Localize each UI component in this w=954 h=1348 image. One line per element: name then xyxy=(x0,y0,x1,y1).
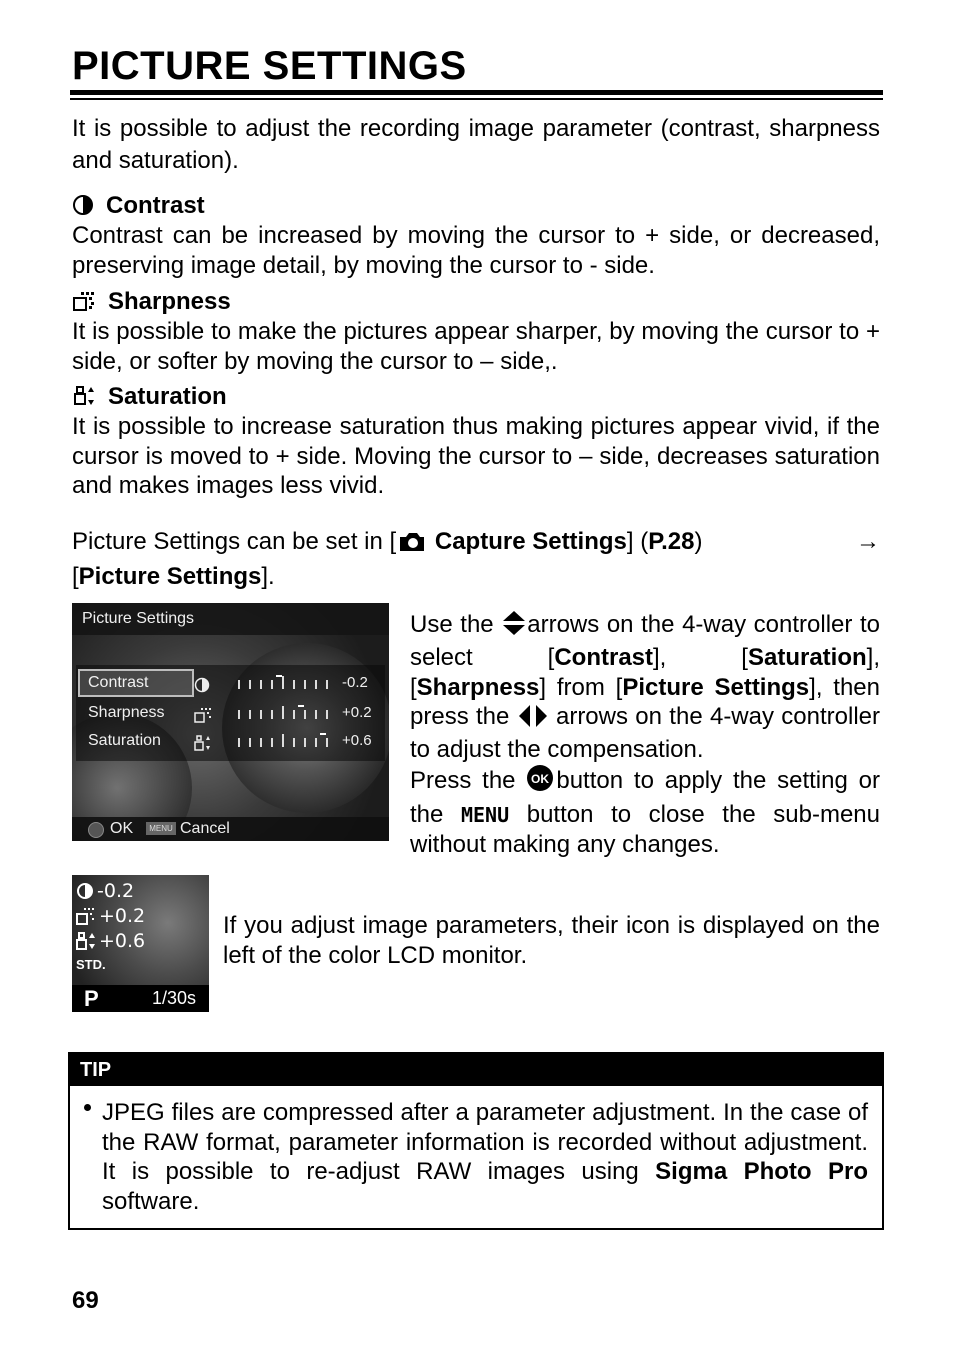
svg-text:OK: OK xyxy=(531,772,550,787)
lcd-menu-footer xyxy=(72,817,389,841)
scale-tick xyxy=(315,680,317,689)
lcd-row-value: +0.6 xyxy=(342,732,372,749)
saturation-icon xyxy=(72,385,96,415)
contrast-icon xyxy=(72,194,94,224)
contrast-body: Contrast can be increased by moving the cursor to + side, or decreased, preserving image detail, by moving the cursor to - side. xyxy=(72,222,880,279)
camera-icon xyxy=(396,530,428,561)
scale-tick xyxy=(260,680,262,689)
bullet-icon xyxy=(84,1104,91,1111)
scale-tick xyxy=(304,680,306,689)
up-down-arrows-icon xyxy=(501,610,527,643)
contrast-heading xyxy=(72,191,205,224)
scale-tick xyxy=(271,680,273,689)
scale-cursor xyxy=(298,705,304,707)
saturation-heading xyxy=(72,382,227,415)
title-rule-thick xyxy=(70,90,883,95)
ok-button-icon xyxy=(526,764,556,799)
lcd-menu-screenshot xyxy=(72,603,389,841)
page-title: PICTURE SETTINGS xyxy=(72,44,467,88)
scale-tick xyxy=(282,734,284,747)
lcd-row-value: +0.2 xyxy=(342,704,372,721)
scale-tick xyxy=(238,710,240,719)
scale-tick xyxy=(282,676,284,689)
lcd-scale xyxy=(234,733,334,749)
lcd-note-paragraph: If you adjust image parameters, their icon is displayed on the left of the color LCD monitor. xyxy=(223,912,880,969)
sharpness-icon xyxy=(76,907,96,925)
scale-tick xyxy=(315,738,317,747)
lcd-row-contrast xyxy=(76,669,385,697)
lcd-menu-rows xyxy=(76,665,385,761)
tip-header: TIP xyxy=(70,1054,882,1086)
sharpness-heading xyxy=(72,287,231,320)
scale-tick xyxy=(304,738,306,747)
scale-tick xyxy=(326,710,328,719)
page-number: 69 xyxy=(72,1287,99,1314)
scale-cursor xyxy=(320,733,326,735)
sharpness-body: It is possible to make the pictures appear sharper, by moving the cursor to + side, or softer by moving the cursor to – side,. xyxy=(72,318,880,375)
scale-tick xyxy=(238,738,240,747)
lcd-mini-contrast: -0.2 xyxy=(76,879,134,903)
scale-tick xyxy=(249,710,251,719)
scale-tick xyxy=(260,710,262,719)
lcd-monitor-thumbnail xyxy=(72,875,209,1012)
shutter-speed-label: 1/30s xyxy=(152,988,197,1008)
saturation-body: It is possible to increase saturation thus making pictures appear vivid, if the cursor is moved to + side. Moving the cursor to – side, decreases saturation and makes images less vivid. xyxy=(72,413,880,499)
lcd-row-saturation xyxy=(76,727,385,755)
saturation-icon xyxy=(76,932,96,950)
scale-tick xyxy=(326,680,328,689)
color-mode-label: STD. xyxy=(76,957,106,972)
scale-tick xyxy=(249,738,251,747)
lcd-scale xyxy=(234,675,334,691)
scale-tick xyxy=(282,706,284,719)
menu-button-icon: MENU xyxy=(146,822,176,835)
scale-tick xyxy=(249,680,251,689)
scale-tick xyxy=(238,680,240,689)
ok-button-icon xyxy=(88,822,104,838)
contrast-heading-label: Contrast xyxy=(106,192,205,219)
lcd-row-label: Contrast xyxy=(88,674,149,691)
lcd-scale xyxy=(234,705,334,721)
lcd-footer-ok: OK xyxy=(110,820,134,837)
scale-tick xyxy=(293,738,295,747)
menu-button-label: MENU xyxy=(460,802,510,827)
lcd-row-sharpness xyxy=(76,699,385,727)
menu-path-paragraph: Picture Settings can be set in [ Capture Settings] (P.28) → [Picture Settings]. xyxy=(72,528,880,590)
lcd-row-value: -0.2 xyxy=(342,674,368,691)
intro-paragraph: It is possible to adjust the recording image parameter (contrast, sharpness and saturation). xyxy=(72,115,880,174)
lcd-row-label: Saturation xyxy=(88,732,161,749)
exposure-mode-label: P xyxy=(84,986,99,1011)
saturation-icon xyxy=(194,733,212,761)
scale-tick xyxy=(260,738,262,747)
sharpness-icon xyxy=(72,290,96,320)
lcd-row-label: Sharpness xyxy=(88,704,165,721)
lcd-footer-cancel: Cancel xyxy=(180,820,230,837)
scale-tick xyxy=(271,710,273,719)
scale-tick xyxy=(293,710,295,719)
scale-tick xyxy=(315,710,317,719)
tip-box xyxy=(68,1052,884,1230)
scale-tick xyxy=(304,710,306,719)
title-rule-thin xyxy=(70,98,883,100)
instructions-paragraph: Use the arrows on the 4-way controller to select [Contrast], [Saturation], [Sharpness] from [Picture Settings], then press the arrows on the 4-way controller to adjust the compensation. Press the OK button to apply the setting or the MENU button to close the sub-menu without making any changes. xyxy=(410,611,881,859)
contrast-icon xyxy=(76,882,94,900)
left-right-arrows-icon xyxy=(517,704,549,735)
scale-tick xyxy=(326,738,328,747)
lcd-mini-saturation: +0.6 xyxy=(76,929,145,953)
tip-text: JPEG files are compressed after a parameter adjustment. In the case of the RAW format, parameter information is recorded without adjustment. It is possible to re-adjust RAW images using Sigma Photo Pro software. xyxy=(102,1099,868,1215)
saturation-heading-label: Saturation xyxy=(108,383,227,410)
scale-tick xyxy=(293,680,295,689)
sharpness-heading-label: Sharpness xyxy=(108,288,231,315)
lcd-menu-title: Picture Settings xyxy=(72,603,389,635)
scale-tick xyxy=(271,738,273,747)
arrow-right-icon: → xyxy=(856,528,880,555)
scale-cursor xyxy=(276,675,282,677)
lcd-mini-sharpness: +0.2 xyxy=(76,904,145,928)
